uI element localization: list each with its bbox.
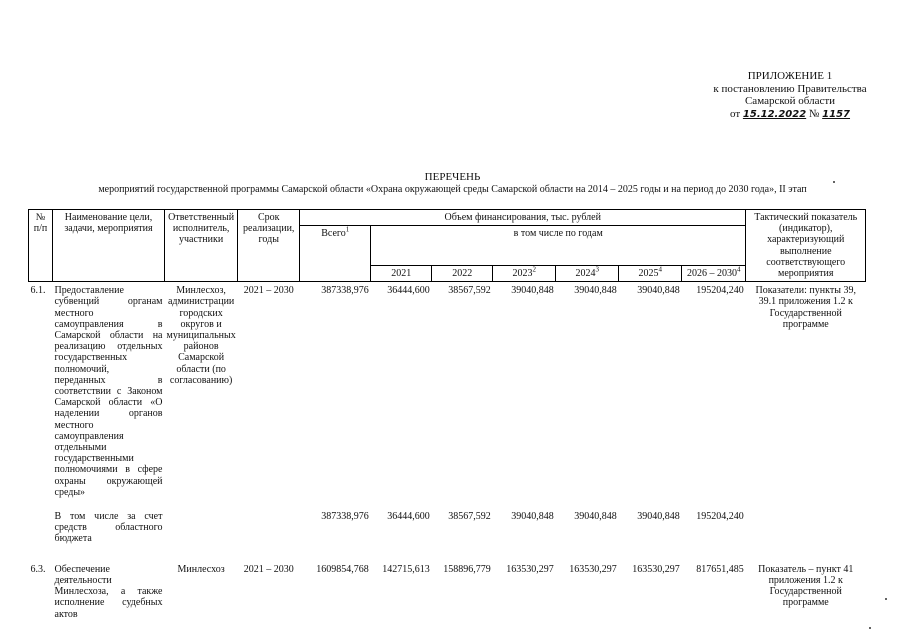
document-subtitle: мероприятий государственной программы Самарской области «Охрана окружающей среды Самарской области на 2014 – 2025 годы и на период до 2030 года», II этап [98,184,807,195]
row-num [29,501,53,548]
number-prefix: № [808,107,820,120]
row-2025: 39040,848 [637,511,680,523]
scan-speck [833,181,835,183]
row-2024: 163530,297 [569,563,617,575]
date-prefix: от [729,107,741,120]
appendix-block [700,70,880,121]
row-name: В том числе за счет средств областного бюджета [54,511,163,545]
row-2024: 39040,848 [574,511,617,523]
header-year-2025: 2025$^4$ [619,266,682,282]
row-total: 1609854,768 [316,563,369,575]
header-period: Срок реализации, годы [238,210,300,282]
row-2024: 39040,848 [574,285,617,297]
row-2022: 38567,592 [448,511,491,523]
measures-table [28,209,866,623]
row-name: Предоставление субвенций органам местного самоуправления в Самарской области на реализацию отдельных государственных полномочий, переданных в соответствии с Законом Самарской области «О наделении органов местного самоуправления отдельными государственными полномочиями в сфере охраны окружающей среды» [54,285,163,498]
row-2023: 163530,297 [506,563,554,575]
header-funding: Объем финансирования, тыс. рублей [300,210,746,226]
row-2025: 39040,848 [637,285,680,297]
scan-speck [869,627,871,629]
header-name: Наименование цели, задачи, мероприятия [53,210,165,282]
row-indicator: Показатель – пункт 41 приложения 1.2 к Государственной программе [758,563,854,609]
row-indicator [746,501,866,548]
table-row [29,282,866,501]
row-executor: Минлесхоз [177,563,225,575]
header-total: Всего$^1$ [300,226,371,282]
row-2023: 39040,848 [511,285,554,297]
row-name: Обеспечение деятельности Минлесхоза, а также исполнение судебных актов [54,563,163,620]
row-2021: 142715,613 [382,563,430,575]
row-num: 6.3. [30,563,46,575]
appendix-line-region: Самарской области [744,95,836,107]
row-2021: 36444,600 [387,511,430,523]
row-executor: Минлесхоз, администрации городских округов и муниципальных районов Самарской области (по согласованию) [166,285,236,386]
header-year-2021: 2021 [371,266,432,282]
row-num: 6.1. [30,285,46,297]
scan-speck [885,598,887,600]
appendix-line-decree: к постановлению Правительства [713,82,867,95]
row-2026-2030: 195204,240 [696,285,744,297]
row-executor [165,501,238,548]
row-2026-2030: 195204,240 [696,511,744,523]
table-row [29,501,866,548]
decree-number: 1157 [822,108,851,120]
document-title: ПЕРЕЧЕНЬ [424,171,481,183]
row-2021: 36444,600 [387,285,430,297]
row-period: 2021 – 2030 [243,563,294,575]
header-year-2024: 2024$^3$ [556,266,619,282]
row-total: 387338,976 [321,285,369,297]
row-2022: 38567,592 [448,285,491,297]
row-2023: 39040,848 [511,511,554,523]
row-2022: 158896,779 [443,563,491,575]
row-total: 387338,976 [321,511,369,523]
header-indicator: Тактический показатель (индикатор), характеризующий выполнение соответствующего мероприятия [746,210,866,282]
appendix-title: ПРИЛОЖЕНИЕ 1 [747,70,833,82]
table-row [29,548,866,623]
header-by-years: в том числе по годам [371,226,746,266]
header-year-2023: 2023$^2$ [493,266,556,282]
header-executor: Ответственный исполнитель, участники [165,210,238,282]
row-2025: 163530,297 [632,563,680,575]
decree-date: 15.12.2022 [742,108,807,120]
row-2026-2030: 817651,485 [696,563,744,575]
row-period: 2021 – 2030 [243,285,294,297]
header-year-2026-2030: 2026 – 2030$^4$ [682,266,746,282]
header-num: № п/п [29,210,53,282]
row-indicator: Показатели: пункты 39, 39.1 приложения 1.2 к Государственной программе [755,285,856,330]
row-period [238,501,300,548]
appendix-date-line [700,108,880,122]
header-year-2022: 2022 [432,266,493,282]
